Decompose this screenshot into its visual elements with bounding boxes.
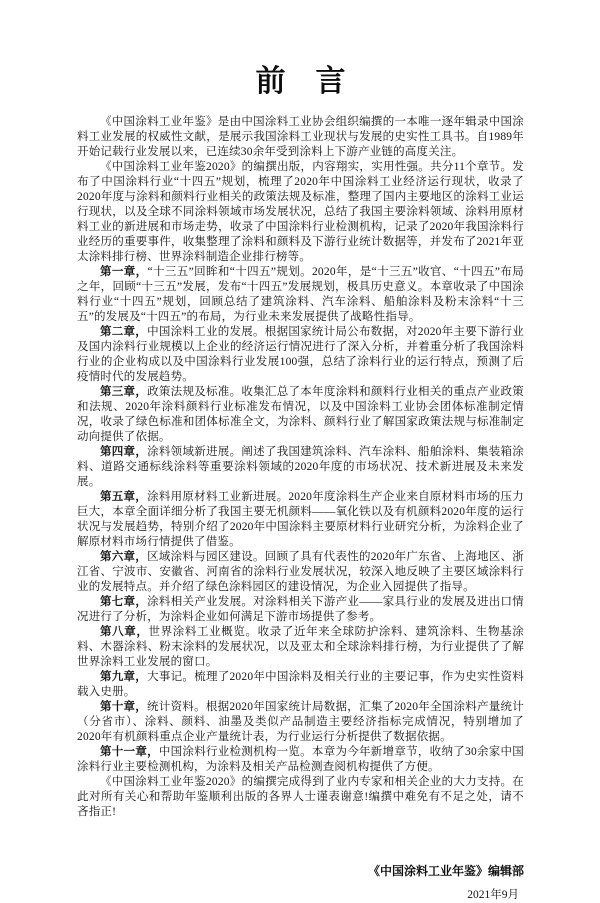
paragraph-text: 涂料相关产业发展。对涂料相关下游产业——家具行业的发展及进出口情况进行了分析，为涂料企业如何满足下游市场提供了参考。 [77,596,524,623]
paragraph-chapter-2 [77,325,524,385]
paragraph-chapter-9 [77,670,524,700]
paragraph-text: 世界涂料工业概览。收录了近年来全球防护涂料、建筑涂料、生物基涂料、木器涂料、粉末涂料的发展状况，以及亚太和全球涂料排行榜，为行业提供了了解世界涂料工业发展的窗口。 [77,626,524,668]
paragraph-text: 政策法规及标准。收集汇总了本年度涂料和颜料行业相关的重点产业政策和法规、2020年涂料颜料行业标准发布情况，以及中国涂料工业协会团体标准制定情况，收录了绿色标准和团体标准全文，为涂料、颜料行业了解国家政策法规与标准制定动向提供了依据。 [77,386,524,443]
paragraph-chapter-7 [77,595,524,625]
paragraph-chapter-1 [77,265,524,325]
paragraph-text: 涂料用原材料工业新进展。2020年度涂料生产企业来自原材料市场的压力巨大，本章全面详细分析了我国主要无机颜料——氧化铁以及有机颜料2020年度的运行状况与发展趋势，特别介绍了2020年中国涂料主要原材料行业研究分析，为涂料企业了解原材料市场行情提供了借鉴。 [77,491,524,548]
paragraph-acknowledgement [77,775,524,820]
paragraph-text: 《中国涂料工业年鉴2020》的编撰出版，内容翔实，实用性强。共分11个章节。发布了中国涂料行业“十四五”规划，梳理了2020年中国涂料工业经济运行现状，收录了2020年度与涂料和颜料行业相关的政策法规及标准，整理了国内主要地区的涂料工业运行现状，以及全球不同涂料领域市场发展状况，总结了我国主要涂料领域、涂料用原材料工业的新进展和市场走势，收录了中国涂料行业检测机构，记录了2020年我国涂料行业经历的重要事件，收集整理了涂料和颜料及下游行业统计数据等，并发布了2021年亚太涂料排行榜、世界涂料制造企业排行榜等。 [77,161,524,263]
paragraph-text: “十三五”回眸和“十四五”规划。2020年，是“十三五”收官、“十四五”布局之年，回顾“十三五”发展，发布“十四五”发展规划，极具历史意义。本章收录了中国涂料行业“十四五”规划，回顾总结了建筑涂料、汽车涂料、船舶涂料及粉末涂料“十三五”的发展及“十四五”的布局，为行业未来发展提供了战略性指导。 [77,266,524,323]
chapter-label: 第三章， [100,386,148,398]
publication-date: 2021年9月 [467,889,519,901]
paragraph-text: 大事记。梳理了2020年中国涂料及相关行业的主要记事，作为史实性资料载入史册。 [77,671,524,698]
paragraph-text: 涂料领域新进展。阐述了我国建筑涂料、汽车涂料、船舶涂料、集装箱涂料、道路交通标线涂料等重要涂料领域的2020年度的市场状况、技术新进展及未来发展。 [77,446,524,488]
chapter-label: 第十章， [100,701,148,713]
paragraph-text: 中国涂料行业检测机构一览。本章为今年新增章节，收纳了30余家中国涂料行业主要检测机构，为涂料及相关产品检测查阅机构提供了方便。 [77,746,524,773]
preface-body [77,115,524,820]
chapter-label: 第九章， [100,671,148,683]
editorial-signature: 《中国涂料工业年鉴》编辑部 [367,864,524,878]
chapter-label: 第六章， [100,551,148,563]
paragraph-chapter-6 [77,550,524,595]
chapter-label: 第四章， [100,446,148,458]
chapter-label: 第一章， [100,266,148,278]
paragraph-text: 中国涂料工业的发展。根据国家统计局公布数据，对2020年主要下游行业及国内涂料行业规模以上企业的经济运行情况进行了深入分析，并着重分析了我国涂料行业的企业构成以及中国涂料行业发展100强，总结了涂料行业的运行特点，预测了后疫情时代的发展趋势。 [77,326,524,383]
paragraph-overview [77,160,524,265]
paragraph-text: 统计资料。根据2020年国家统计局数据，汇集了2020年全国涂料产量统计（分省市）、涂料、颜料、油墨及类似产品制造主要经济指标完成情况，特别增加了2020年有机颜料重点企业产量统计表，为行业运行分析提供了数据依据。 [77,701,524,743]
chapter-label: 第十一章， [100,746,159,758]
paragraph-intro [77,115,524,160]
paragraph-text: 《中国涂料工业年鉴》是由中国涂料工业协会组织编撰的一本唯一逐年辑录中国涂料工业发展的权威性文献，是展示我国涂料工业现状与发展的史实性工具书。自1989年开始记载行业发展以来，已连续30余年受到涂料上下游产业链的高度关注。 [77,116,524,158]
paragraph-chapter-11 [77,745,524,775]
paragraph-text: 区域涂料与园区建设。回顾了具有代表性的2020年广东省、上海地区、浙江省、宁波市、安徽省、河南省的涂料行业发展状况，较深入地反映了主要区域涂料行业的发展特点。并介绍了绿色涂料园区的建设情况，为企业入园提供了指导。 [77,551,524,593]
page-title: 前 言 [255,65,346,98]
chapter-label: 第五章， [100,491,148,503]
chapter-label: 第二章， [100,326,148,338]
paragraph-chapter-4 [77,445,524,490]
chapter-label: 第七章， [100,596,148,608]
paragraph-chapter-8 [77,625,524,670]
paragraph-chapter-3 [77,385,524,445]
paragraph-text: 《中国涂料工业年鉴2020》的编撰完成得到了业内专家和相关企业的大力支持。在此对所有关心和帮助年鉴顺利出版的各界人士谨表谢意!编撰中难免有不足之处，请不吝指正! [77,776,524,818]
chapter-label: 第八章， [100,626,149,638]
paragraph-chapter-10 [77,700,524,745]
paragraph-chapter-5 [77,490,524,550]
